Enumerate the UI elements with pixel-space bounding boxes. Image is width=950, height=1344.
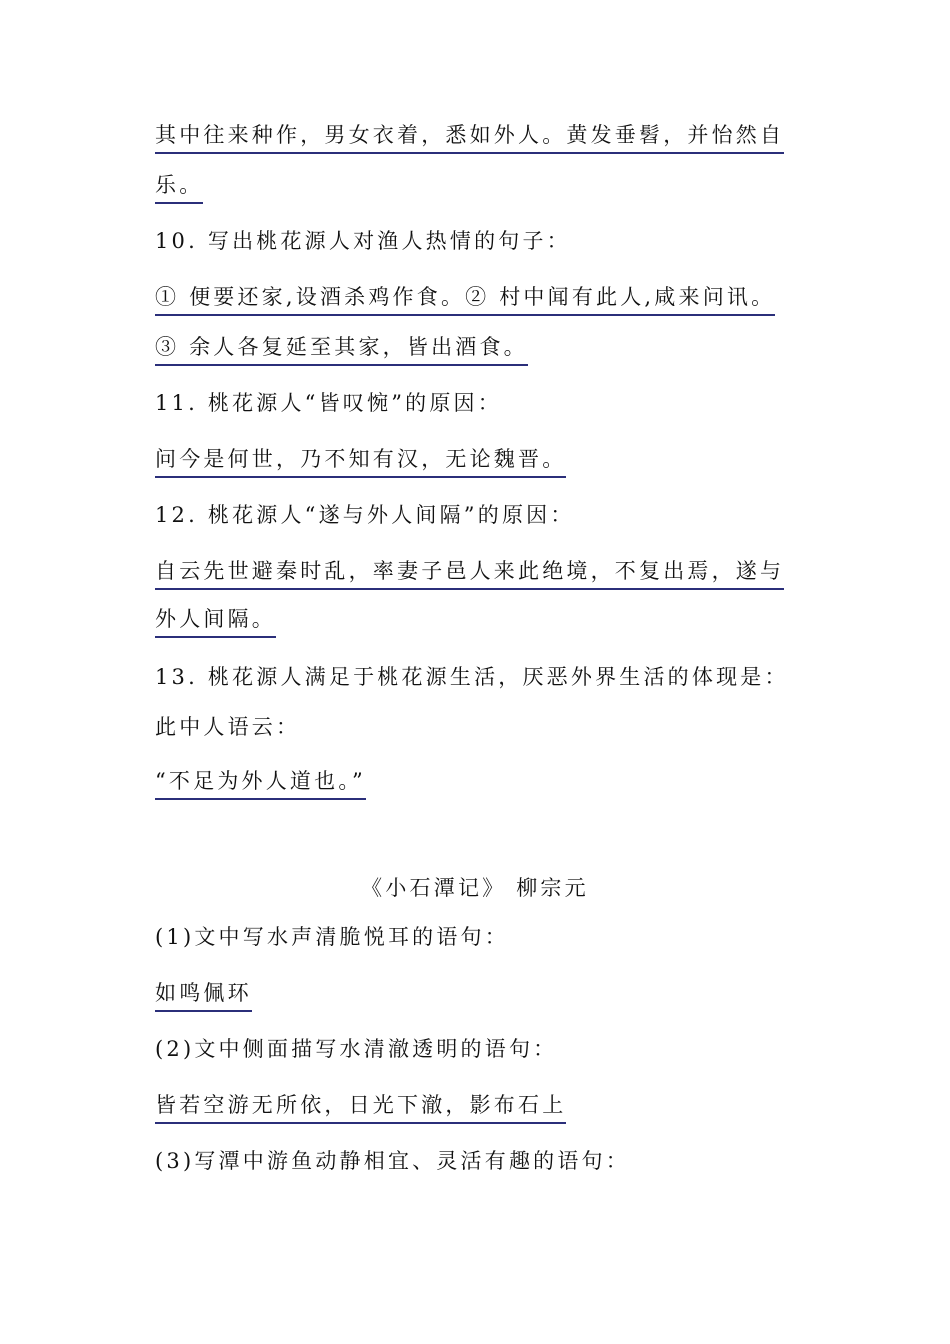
- answer-line: “不足为外人道也。”: [155, 766, 815, 800]
- question-10: 10. 写出桃花源人对渔人热情的句子：: [155, 229, 571, 253]
- answer-line: 乐。: [155, 170, 815, 204]
- question-13: 13. 桃花源人满足于桃花源生活，厌恶外界生活的体现是：: [155, 665, 789, 689]
- answer-line: ③ 余人各复延至其家，皆出酒食。: [155, 332, 815, 366]
- answer-line: 外人间隔。: [155, 604, 815, 638]
- answer-line: 皆若空游无所依，日光下澈，影布石上: [155, 1090, 815, 1124]
- question-2: (2)文中侧面描写水清澈透明的语句：: [155, 1037, 558, 1061]
- answer-line: 自云先世避秦时乱，率妻子邑人来此绝境，不复出焉，遂与: [155, 556, 815, 590]
- section-title: 《小石潭记》 柳宗元: [361, 876, 589, 900]
- question-13-continued: 此中人语云：: [155, 715, 301, 739]
- answer-line: 问今是何世，乃不知有汉，无论魏晋。: [155, 444, 815, 478]
- answer-line: 其中往来种作，男女衣着，悉如外人。黄发垂髫，并怡然自: [155, 120, 815, 154]
- question-11: 11. 桃花源人“皆叹惋”的原因：: [155, 391, 502, 415]
- question-1: (1)文中写水声清脆悦耳的语句：: [155, 925, 509, 949]
- answer-line: 如鸣佩环: [155, 978, 815, 1012]
- question-3: (3)写潭中游鱼动静相宜、灵活有趣的语句：: [155, 1149, 630, 1173]
- answer-line: ① 便要还家,设酒杀鸡作食。② 村中闻有此人,咸来问讯。: [155, 282, 815, 316]
- question-12: 12. 桃花源人“遂与外人间隔”的原因：: [155, 503, 575, 527]
